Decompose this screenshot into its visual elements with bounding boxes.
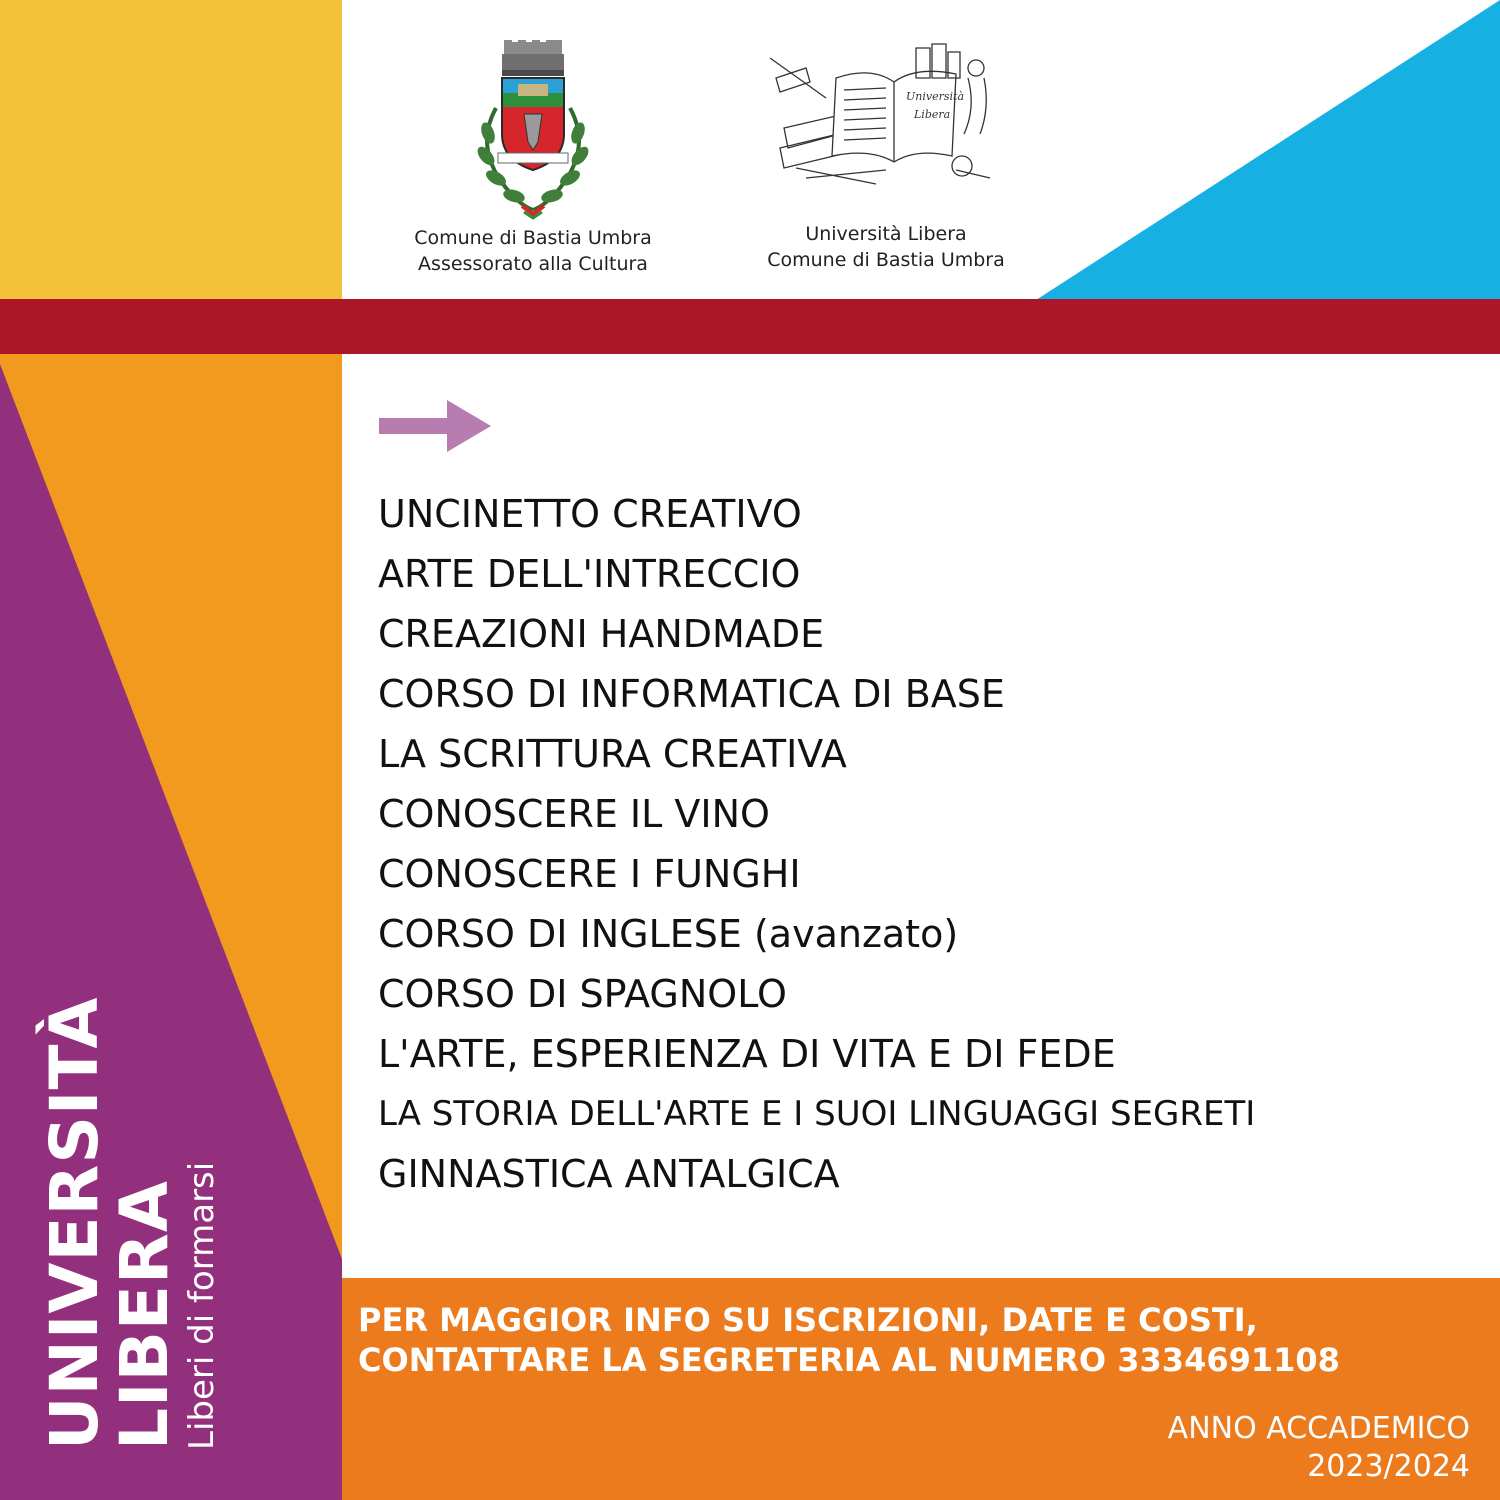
books-engraving-icon xyxy=(766,38,1002,188)
contact-info-line2: CONTATTARE LA SEGRETERIA AL NUMERO 3334691108 xyxy=(358,1341,1340,1379)
blue-triangle-decoration xyxy=(1036,0,1500,300)
academic-year-label: ANNO ACCADEMICO xyxy=(1167,1411,1470,1446)
course-item: CREAZIONI HANDMADE xyxy=(378,612,825,656)
course-list xyxy=(378,484,1488,1204)
course-item: LA SCRITTURA CREATIVA xyxy=(378,732,847,776)
brand-vertical-title xyxy=(36,250,300,1450)
universita-caption xyxy=(736,221,1036,273)
brand-tagline: Liberi di formarsi xyxy=(182,1161,222,1450)
book-text-universita: Università xyxy=(906,90,964,103)
course-item: CONOSCERE I FUNGHI xyxy=(378,852,801,896)
universita-caption-line2: Comune di Bastia Umbra xyxy=(767,249,1005,271)
course-item: CORSO DI INGLESE (avanzato) xyxy=(378,912,959,956)
contact-info-line1: PER MAGGIOR INFO SU ISCRIZIONI, DATE E COSTI, xyxy=(358,1301,1258,1339)
comune-caption-line1: Comune di Bastia Umbra xyxy=(414,227,652,249)
right-arrow-icon xyxy=(379,398,493,456)
course-item: CORSO DI INFORMATICA DI BASE xyxy=(378,672,1005,716)
contact-info xyxy=(358,1300,1488,1380)
course-item: GINNASTICA ANTALGICA xyxy=(378,1152,840,1196)
universita-caption-line1: Università Libera xyxy=(805,223,967,245)
course-item: ARTE DELL'INTRECCIO xyxy=(378,552,801,596)
academic-year xyxy=(1050,1410,1470,1486)
comune-caption-line2: Assessorato alla Cultura xyxy=(418,253,648,275)
coat-of-arms-icon xyxy=(466,38,600,220)
brand-title-line2: LIBERA xyxy=(106,1180,183,1450)
book-text-libera: Libera xyxy=(914,108,951,121)
brand-title-line1: UNIVERSITÀ xyxy=(36,996,113,1450)
course-item: LA STORIA DELL'ARTE E I SUOI LINGUAGGI SEGRETI xyxy=(378,1094,1256,1134)
academic-year-value: 2023/2024 xyxy=(1307,1449,1470,1484)
course-item: UNCINETTO CREATIVO xyxy=(378,492,802,536)
course-item: CONOSCERE IL VINO xyxy=(378,792,770,836)
course-item: L'ARTE, ESPERIENZA DI VITA E DI FEDE xyxy=(378,1032,1116,1076)
comune-caption xyxy=(380,225,686,277)
course-item: CORSO DI SPAGNOLO xyxy=(378,972,787,1016)
